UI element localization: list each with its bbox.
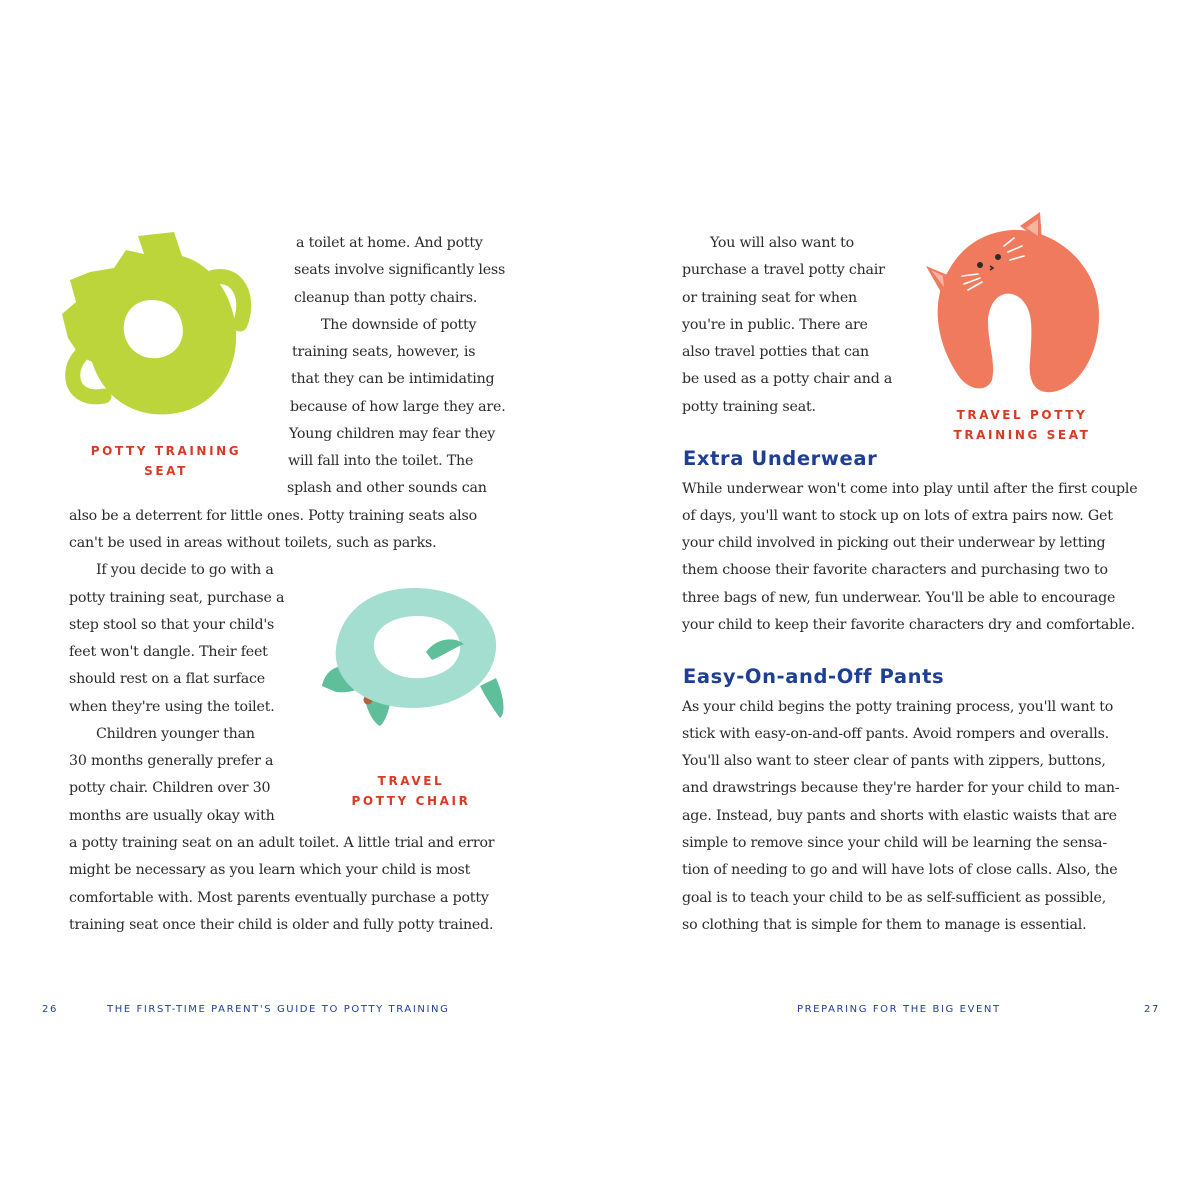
text-line: 30 months generally prefer a [69,753,274,769]
text-line: also be a deterrent for little ones. Potty training seats also [69,508,477,524]
text-line: purchase a travel potty chair [682,262,885,278]
text-line: You'll also want to steer clear of pants with zippers, buttons, [682,753,1106,769]
text-line: tion of needing to go and will have lots of close calls. Also, the [682,862,1118,878]
text-line: might be necessary as you learn which your child is most [69,862,471,878]
text-line: a toilet at home. And potty [296,235,483,251]
page-number: 27 [1144,1004,1160,1015]
text-line: If you decide to go with a [96,562,274,578]
section-heading: Easy-On-and-Off Pants [683,665,945,688]
caption-line: POTTY TRAINING [90,444,242,458]
text-line: your child to keep their favorite characters dry and comfortable. [682,617,1135,633]
caption-line: TRAVEL [377,774,445,788]
text-line: training seats, however, is [292,344,476,360]
caption-line: SEAT [144,464,188,478]
text-line: Young children may fear they [289,426,496,442]
text-line: and drawstrings because they're harder for your child to man- [682,780,1120,796]
text-line: simple to remove since your child will be learning the sensa- [682,835,1107,851]
caption-line: TRAINING SEAT [953,428,1091,442]
text-line: age. Instead, buy pants and shorts with elastic waists that are [682,808,1117,824]
caption-line: POTTY CHAIR [351,794,471,808]
text-line: As your child begins the potty training process, you'll want to [682,699,1114,715]
text-line: you're in public. There are [682,317,868,333]
text-line: that they can be intimidating [291,371,495,387]
text-line: training seat once their child is older and fully potty trained. [69,917,494,933]
travel-potty-chair-caption [326,771,496,811]
text-line: because of how large they are. [290,399,506,415]
text-line: a potty training seat on an adult toilet. A little trial and error [69,835,495,851]
right-page [600,0,1200,1200]
text-line: should rest on a flat surface [69,671,265,687]
potty-training-seat-caption [78,441,254,481]
text-line: splash and other sounds can [287,480,487,496]
text-line: comfortable with. Most parents eventually purchase a potty [69,890,489,906]
text-line: Children younger than [96,726,255,742]
running-title: THE FIRST-TIME PARENT'S GUIDE TO POTTY TRAINING [107,1004,450,1015]
text-line: step stool so that your child's [69,617,275,633]
text-line: potty training seat. [682,399,816,415]
text-line: three bags of new, fun underwear. You'll be able to encourage [682,590,1116,606]
text-line: of days, you'll want to stock up on lots of extra pairs now. Get [682,508,1113,524]
text-line: potty training seat, purchase a [69,590,285,606]
text-line: potty chair. Children over 30 [69,780,271,796]
text-line: or training seat for when [682,290,857,306]
text-line: when they're using the toilet. [69,699,275,715]
potty-training-seat-illustration [52,224,252,424]
text-line: also travel potties that can [682,344,869,360]
text-line: months are usually okay with [69,808,275,824]
text-line: be used as a potty chair and a [682,371,893,387]
travel-potty-training-seat-caption [936,405,1108,445]
caption-line: TRAVEL POTTY [956,408,1088,422]
page-number: 26 [42,1004,58,1015]
text-line: can't be used in areas without toilets, such as parks. [69,535,437,551]
travel-potty-chair-illustration [314,586,510,728]
section-heading: Extra Underwear [683,447,878,470]
text-line: goal is to teach your child to be as self-sufficient as possible, [682,890,1107,906]
text-line: will fall into the toilet. The [288,453,474,469]
text-line: cleanup than potty chairs. [294,290,478,306]
text-line: your child involved in picking out their underwear by letting [682,535,1106,551]
text-line: so clothing that is simple for them to manage is essential. [682,917,1087,933]
text-line: seats involve significantly less [294,262,506,278]
text-line: feet won't dangle. Their feet [69,644,268,660]
running-title: PREPARING FOR THE BIG EVENT [797,1004,1001,1015]
text-line: stick with easy-on-and-off pants. Avoid rompers and overalls. [682,726,1109,742]
text-line: The downside of potty [321,317,477,333]
text-line: them choose their favorite characters and purchasing two to [682,562,1108,578]
text-line: While underwear won't come into play until after the first couple [682,481,1138,497]
text-line: You will also want to [710,235,854,251]
cat-travel-seat-illustration [922,210,1102,396]
